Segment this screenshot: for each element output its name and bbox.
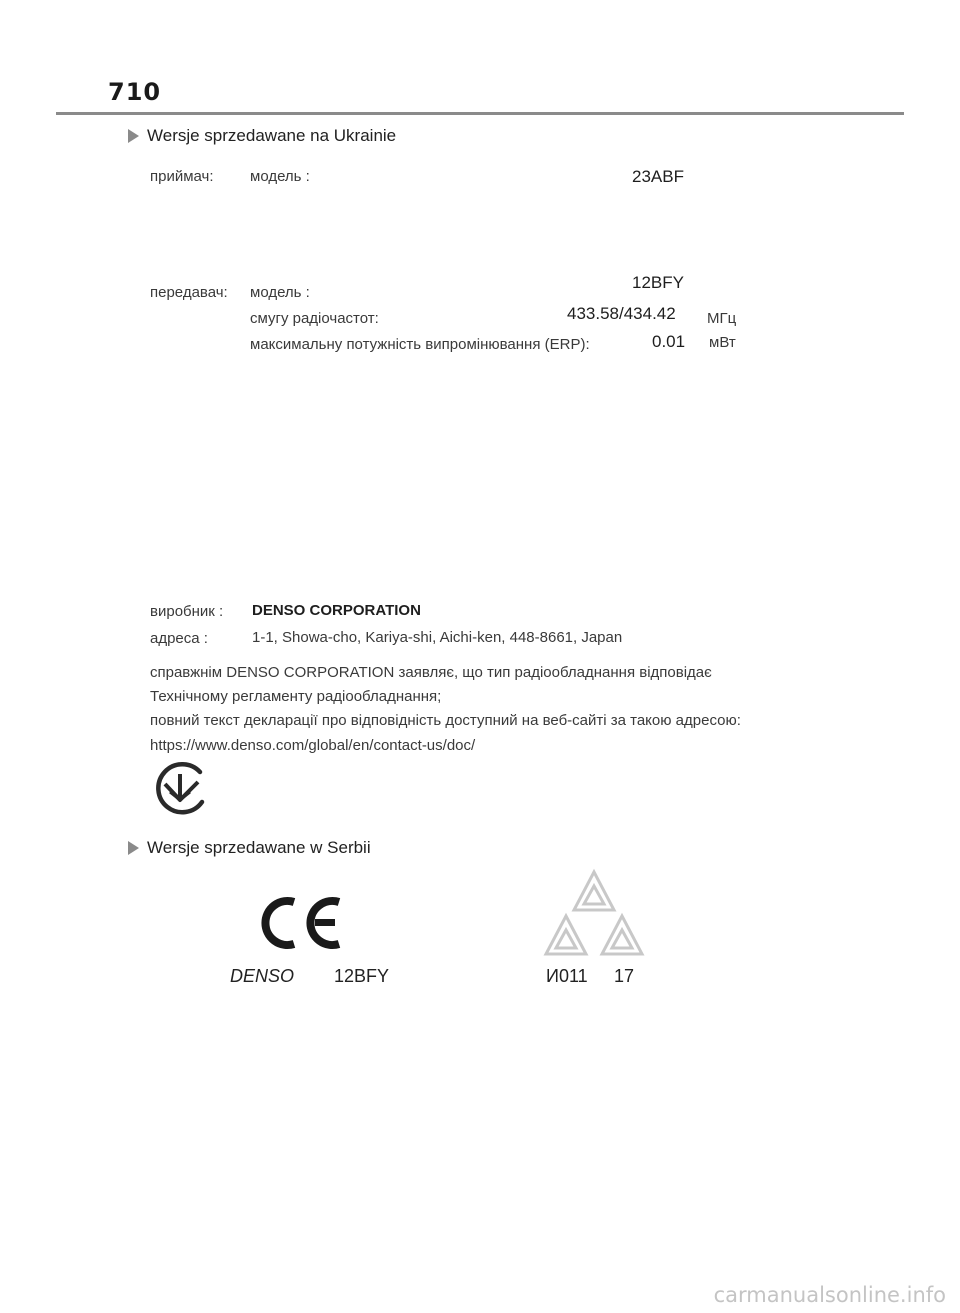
declaration-line-2: Технічному регламенту радіообладнання;	[150, 688, 442, 705]
section-heading-text: Wersje sprzedawane w Serbii	[147, 838, 371, 857]
address-label: адреса :	[150, 630, 208, 647]
triangle-bullet-icon	[128, 129, 139, 143]
transmitter-model-value: 12BFY	[632, 273, 684, 292]
footer-watermark: carmanualsonline.info	[713, 1283, 946, 1307]
receiver-label: приймач:	[150, 168, 214, 185]
header-divider	[56, 112, 904, 115]
declaration-line-1: справжнім DENSO CORPORATION заявляє, що тип радіообладнання відповідає	[150, 664, 712, 681]
section-heading-text: Wersje sprzedawane na Ukrainie	[147, 126, 397, 145]
ce-mark-icon	[260, 894, 344, 952]
receiver-model-label: модель :	[250, 168, 310, 185]
receiver-model-value: 23ABF	[632, 167, 684, 186]
transmitter-model-label: модель :	[250, 284, 310, 301]
band-unit: МГц	[707, 310, 737, 327]
power-label: максимальну потужність випромінювання (ERP):	[250, 336, 590, 353]
power-unit: мВт	[709, 334, 736, 351]
manufacturer-label: виробник :	[150, 603, 224, 620]
ukrainian-conformity-mark-icon	[152, 762, 208, 816]
band-label: смугу радіочастот:	[250, 310, 379, 327]
band-value: 433.58/434.42	[567, 304, 676, 323]
brand-name: DENSO	[230, 966, 295, 986]
cert-code: И011	[546, 966, 588, 986]
declaration-url: https://www.denso.com/global/en/contact-us/doc/	[150, 737, 476, 754]
section-heading-serbia	[128, 838, 371, 858]
cert-year: 17	[614, 966, 635, 986]
transmitter-label: передавач:	[150, 284, 228, 301]
serbian-conformity-triangle-icon	[542, 868, 646, 960]
power-value: 0.01	[652, 332, 686, 351]
serbia-model: 12BFY	[334, 966, 390, 986]
manufacturer-value: DENSO CORPORATION	[252, 602, 421, 619]
address-value: 1-1, Showa-cho, Kariya-shi, Aichi-ken, 448-8661, Japan	[252, 629, 623, 646]
page-number: 710	[108, 78, 162, 106]
declaration-line-3: повний текст декларації про відповідність доступний на веб-сайті за такою адресою:	[150, 712, 741, 729]
triangle-bullet-icon	[128, 841, 139, 855]
section-heading-ukraine	[128, 126, 396, 146]
